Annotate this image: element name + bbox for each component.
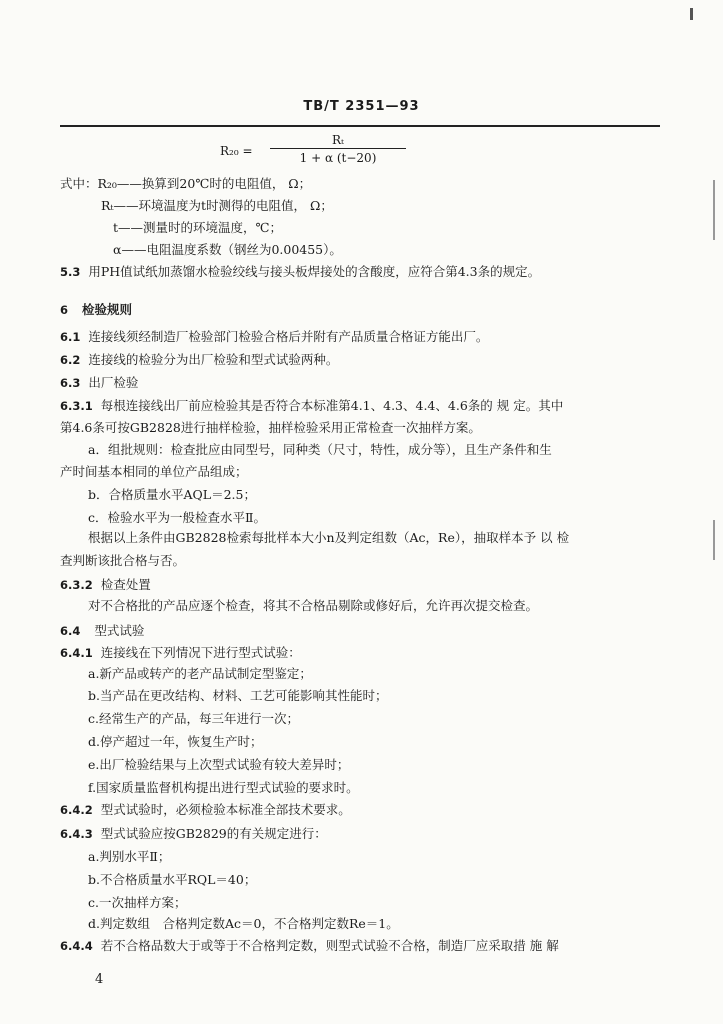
page-number: 4 [95,972,104,987]
section-6-3-1 [60,398,563,414]
fraction-bar [270,148,406,149]
section-number: 6.4.4 [60,939,93,953]
header-rule [60,125,660,127]
scan-edge-mark [713,180,715,240]
section-number: 6.1 [60,330,81,344]
paragraph: 对不合格批的产品应逐个检查，将其不合格品剔除或修好后，允许再次提交检查。 [88,598,539,613]
formula-fraction [270,133,406,165]
section-text: 连接线在下列情况下进行型式试验： [100,645,301,660]
scan-edge-mark [713,520,715,560]
section-number: 6.4 [60,624,81,638]
page-header: TB/T 2351—93 [303,99,420,114]
section-number: 6.4.1 [60,646,93,660]
list-item: c.一次抽样方案； [88,895,187,910]
list-item: e.出厂检验结果与上次型式试验有较大差异时； [88,757,350,772]
formula-lhs: R₂₀ = [220,144,253,158]
section-text: 型式试验时，必须检验本标准全部技术要求。 [100,802,351,817]
section-text: 若不合格品数大于或等于不合格判定数，则型式试验不合格，制造厂应采取措 施 解 [100,938,559,953]
list-item: b.当产品在更改结构、材料、工艺可能影响其性能时； [88,688,388,703]
definition-line: α——电阻温度系数（钢丝为0.00455）。 [113,242,342,257]
list-item: d.判定数组 合格判定数Ac＝0，不合格判定数Re＝1。 [88,916,399,931]
paragraph: 根据以上条件由GB2828检索每批样本大小n及判定组数（Ac，Re），抽取样本予 以 检 [88,530,570,545]
section-text: 型式试验应按GB2829的有关规定进行： [100,826,327,841]
formula-numerator: Rₜ [332,133,344,147]
section-6-4-4 [60,938,559,954]
section-number: 6.3.1 [60,399,93,413]
list-item: a.新产品或转产的老产品试制定型鉴定； [88,666,312,681]
formula-denominator: 1 + α (t−20) [299,151,377,165]
definition-line: t——测量时的环境温度，℃； [113,220,283,235]
section-6-4-3 [60,826,327,842]
section-6-3-2 [60,577,151,593]
section-title: 出厂检验 [88,375,139,390]
section-text: 连接线须经制造厂检验部门检验合格后并附有产品质量合格证方能出厂。 [88,329,489,344]
section-6-heading [60,302,132,318]
section-number: 6.2 [60,353,81,367]
section-6-3-heading [60,375,138,391]
section-5-3 [60,264,540,280]
section-6-4-2 [60,802,351,818]
resistance-formula [220,133,420,165]
section-6-4-heading [60,623,144,639]
section-6-4-1 [60,645,301,661]
list-item: b．合格质量水平AQL＝2.5； [88,487,256,502]
list-item: d.停产超过一年，恢复生产时； [88,734,263,749]
section-number: 6 [60,303,69,317]
section-title: 检验规则 [82,302,133,317]
list-item: c．检验水平为一般检查水平Ⅱ。 [88,510,266,525]
list-item: f.国家质量监督机构提出进行型式试验的要求时。 [88,780,359,795]
section-title: 检查处置 [100,577,151,592]
list-item: c.经常生产的产品，每三年进行一次； [88,711,299,726]
definition-line: 式中：R₂₀——换算到20℃时的电阻值， Ω； [60,176,312,191]
scan-mark-icon [690,8,693,20]
section-text: 连接线的检验分为出厂检验和型式试验两种。 [88,352,339,367]
section-6-2 [60,352,338,368]
section-6-1 [60,329,488,345]
section-text-continued: 第4.6条可按GB2828进行抽样检验，抽样检验采用正常检查一次抽样方案。 [60,420,481,435]
section-number: 6.4.3 [60,827,93,841]
paragraph-continued: 查判断该批合格与否。 [60,553,186,568]
section-number: 5.3 [60,265,81,279]
definition-line: Rₜ——环境温度为t时测得的电阻值， Ω； [101,198,333,213]
list-item: a．组批规则：检查批应由同型号，同种类（尺寸，特性，成分等），且生产条件和生 [88,442,552,457]
section-title: 型式试验 [94,623,145,638]
section-number: 6.4.2 [60,803,93,817]
list-item: a.判别水平Ⅱ； [88,849,171,864]
section-text: 用PH值试纸加蒸馏水检验绞线与接头板焊接处的含酸度，应符合第4.3条的规定。 [88,264,541,279]
section-number: 6.3.2 [60,578,93,592]
section-text: 每根连接线出厂前应检验其是否符合本标准第4.1、4.3、4.4、4.6条的 规 定。其中 [100,398,564,413]
list-item-continued: 产时间基本相同的单位产品组成； [60,464,248,479]
list-item: b.不合格质量水平RQL＝40； [88,872,257,887]
section-number: 6.3 [60,376,81,390]
